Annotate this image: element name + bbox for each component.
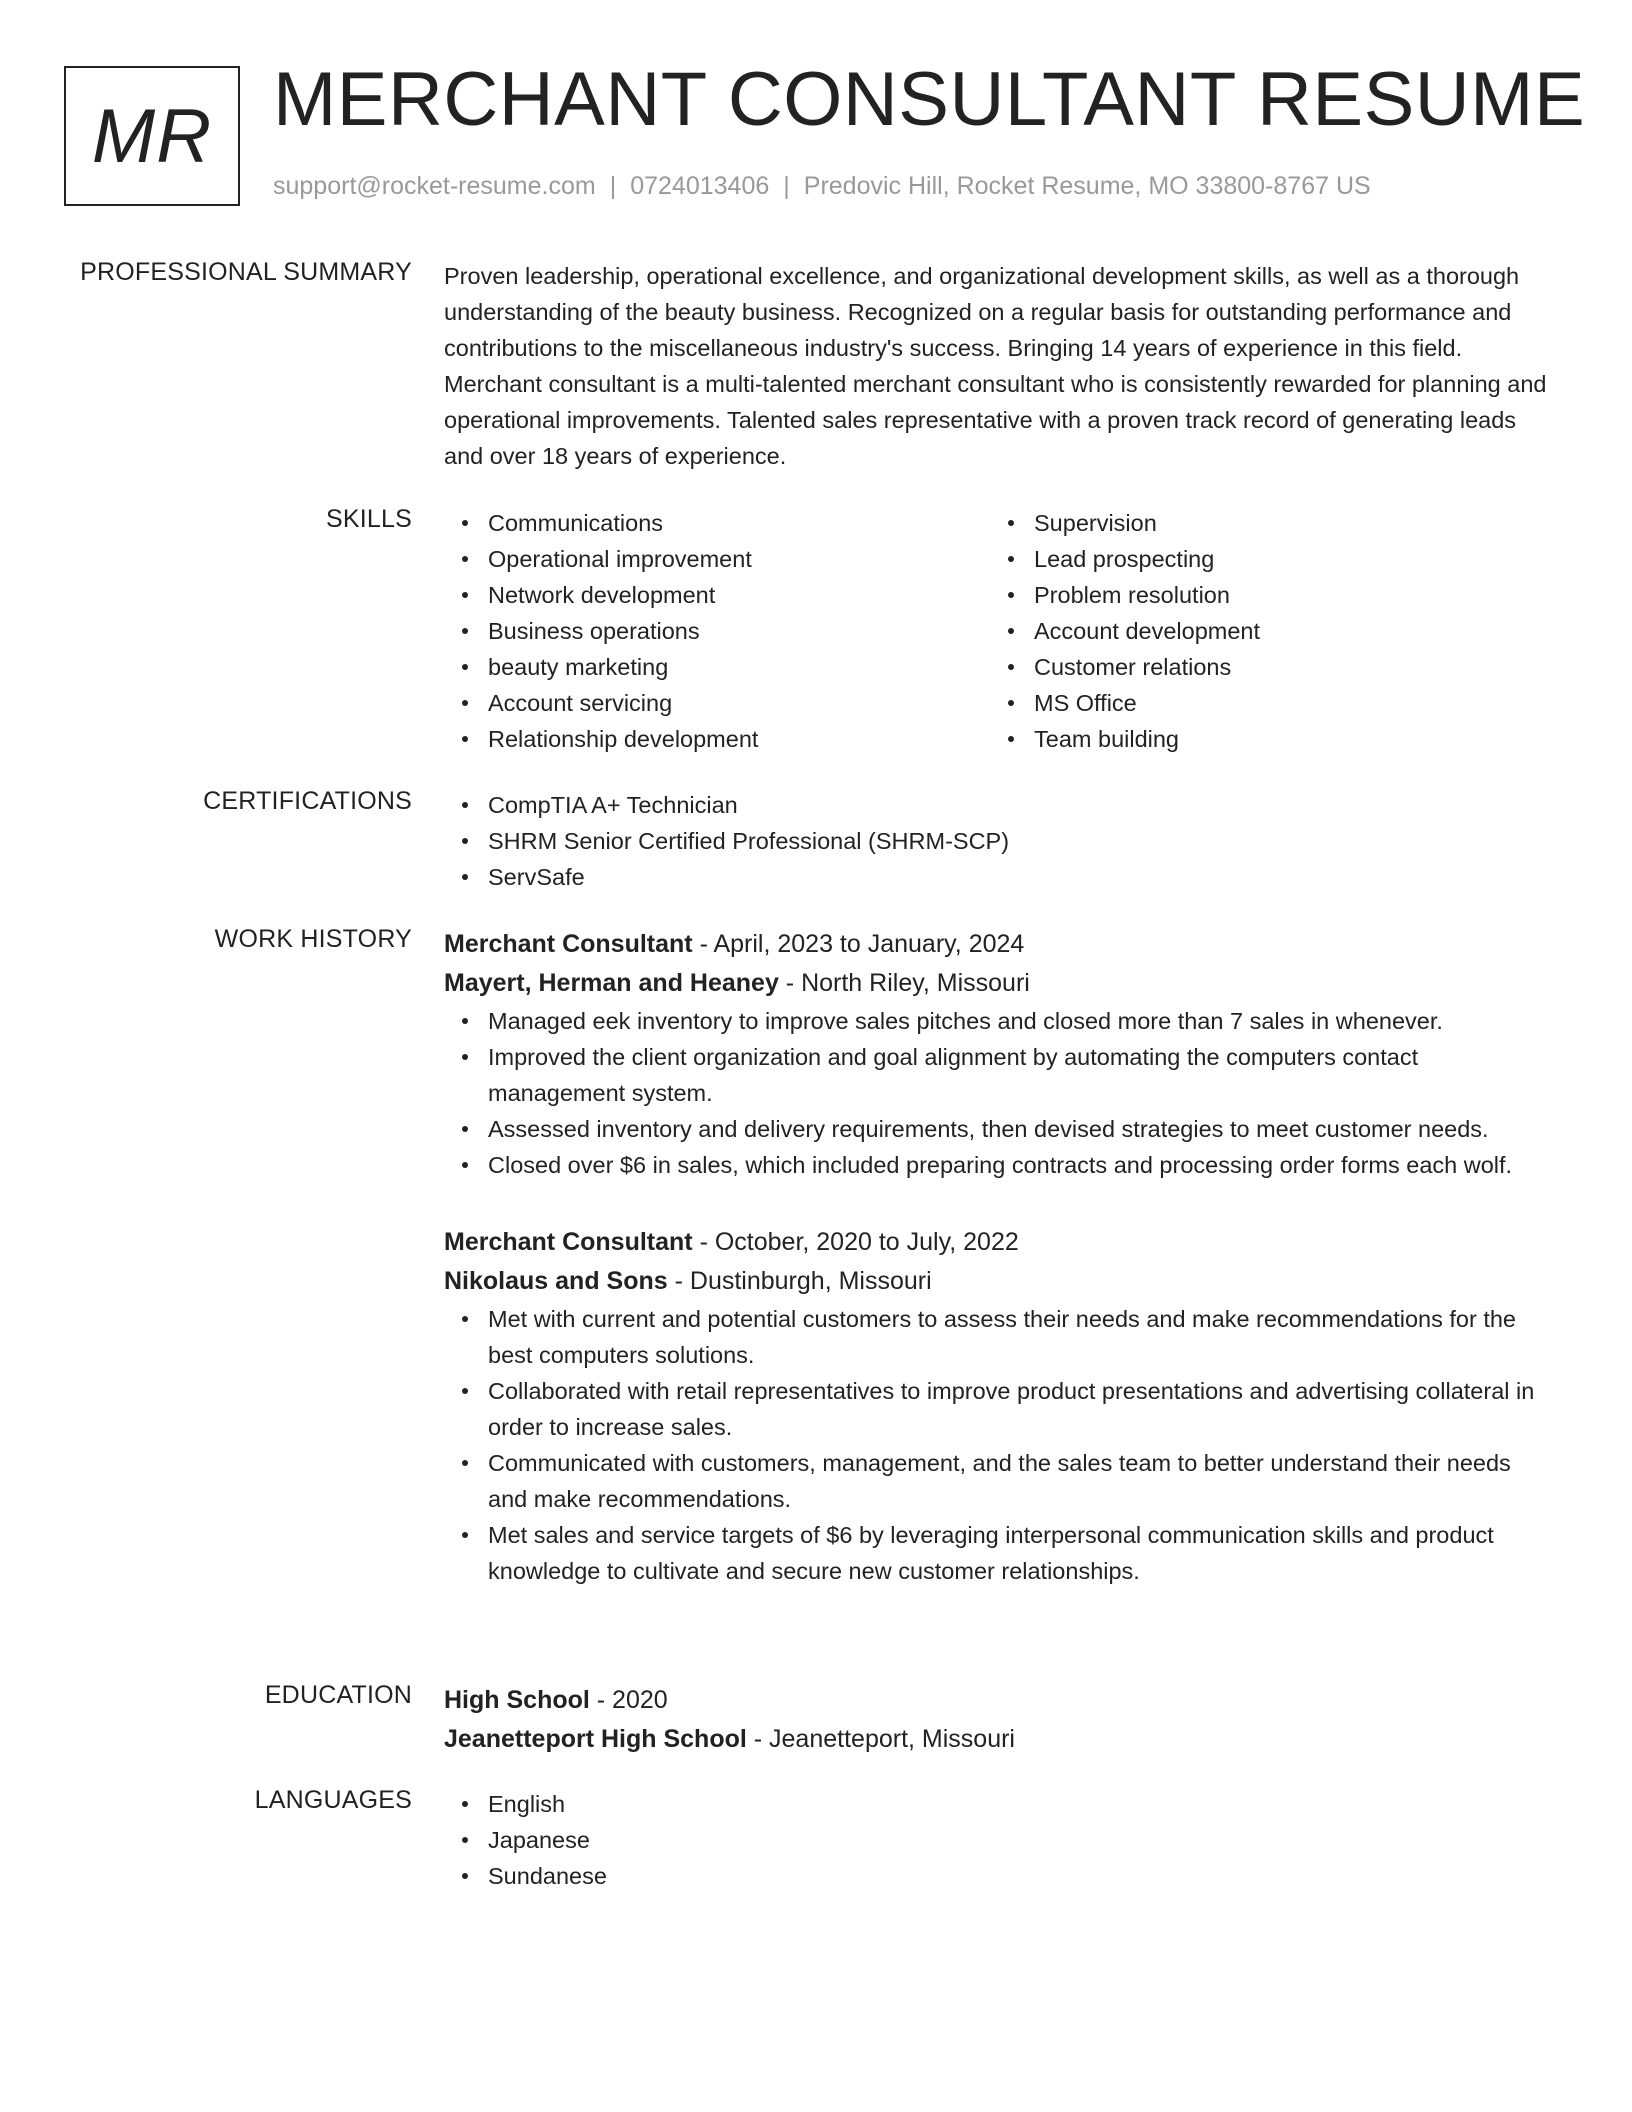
contact-address: Predovic Hill, Rocket Resume, MO 33800-8767 US [803,172,1371,200]
job-entry [444,1223,1556,1589]
education-degree: High School [444,1686,590,1714]
certification-item: CompTIA A+ Technician [444,787,1556,823]
skill-item: Communications [444,505,990,541]
job-bullet: Assessed inventory and delivery requirements, then devised strategies to meet customer needs. [444,1111,1556,1147]
contact-separator: | [609,172,617,200]
education-year: - 2020 [589,1686,668,1714]
skill-item: Team building [990,721,1536,757]
job-bullet: Met sales and service targets of $6 by leveraging interpersonal communication skills and product knowledge to cultivate and secure new customer relationships. [444,1517,1556,1589]
skill-item: Account development [990,613,1536,649]
job-bullet: Met with current and potential customers to assess their needs and make recommendations for the best computers solutions. [444,1301,1556,1373]
job-bullets [444,1301,1556,1589]
skill-item: MS Office [990,685,1536,721]
skill-item: Lead prospecting [990,541,1536,577]
section-heading-work-history: WORK HISTORY [214,925,412,953]
section-heading-education: EDUCATION [264,1681,412,1709]
monogram-initials: MR [91,93,213,179]
skill-item: Network development [444,577,990,613]
resume-title: MERCHANT CONSULTANT RESUME [273,57,1586,142]
job-title-line [444,1223,1556,1262]
job-location: - North Riley, Missouri [778,969,1030,997]
skills-list-left [444,505,990,757]
skill-item: Account servicing [444,685,990,721]
languages-list [444,1786,1556,1894]
contact-separator: | [783,172,790,200]
certifications-list [444,787,1556,895]
language-item: Japanese [444,1822,1556,1858]
work-history-body [444,925,1556,1589]
certifications-body [444,787,1556,895]
section-heading-summary: PROFESSIONAL SUMMARY [80,258,412,286]
summary-body [444,258,1556,474]
job-bullet: Managed eek inventory to improve sales pitches and closed more than 7 sales in whenever. [444,1003,1556,1039]
education-body [444,1681,1556,1759]
skill-item: Relationship development [444,721,990,757]
language-item: English [444,1786,1556,1822]
skill-item: Operational improvement [444,541,990,577]
education-degree-line [444,1681,1556,1720]
job-company-line [444,1262,1556,1301]
job-bullet: Improved the client organization and goal alignment by automating the computers contact management system. [444,1039,1556,1111]
monogram-box [64,66,240,206]
job-location: - Dustinburgh, Missouri [667,1267,932,1295]
contact-line [273,172,1371,201]
job-company: Mayert, Herman and Heaney [444,969,779,997]
language-item: Sundanese [444,1858,1556,1894]
summary-text: Proven leadership, operational excellence, and organizational development skills, as well as a thorough understanding of the beauty business. Recognized on a regular basis for outstanding performance and contributions to the miscellaneous industry's success. Bringing 14 years of experience in this field. Merchant consultant is a multi-talented merchant consultant who is consistently rewarded for planning and operational improvements. Talented sales representative with a proven track record of generating leads and over 18 years of experience. [444,263,1547,469]
languages-body [444,1786,1556,1894]
skills-list-right [990,505,1536,757]
skill-item: Customer relations [990,649,1536,685]
job-entry [444,925,1556,1183]
certification-item: SHRM Senior Certified Professional (SHRM-SCP) [444,823,1556,859]
job-dates: - October, 2020 to July, 2022 [692,1228,1019,1256]
education-school: Jeanetteport High School [444,1725,747,1753]
job-bullet: Closed over $6 in sales, which included preparing contracts and processing order forms each wolf. [444,1147,1556,1183]
skills-body [444,505,1556,757]
job-bullet: Collaborated with retail representatives to improve product presentations and advertising collateral in order to increase sales. [444,1373,1556,1445]
job-title-line [444,925,1556,964]
section-heading-languages: LANGUAGES [254,1786,412,1814]
job-company: Nikolaus and Sons [444,1267,668,1295]
job-title: Merchant Consultant [444,1228,693,1256]
skill-item: Business operations [444,613,990,649]
skill-item: Problem resolution [990,577,1536,613]
skill-item: beauty marketing [444,649,990,685]
job-title: Merchant Consultant [444,930,693,958]
section-heading-certifications: CERTIFICATIONS [203,787,412,815]
job-company-line [444,964,1556,1003]
job-bullet: Communicated with customers, management, and the sales team to better understand their needs and make recommendations. [444,1445,1556,1517]
job-dates: - April, 2023 to January, 2024 [692,930,1025,958]
contact-email[interactable]: support@rocket-resume.com [273,172,596,200]
job-bullets [444,1003,1556,1183]
education-school-line [444,1720,1556,1759]
section-heading-skills: SKILLS [326,505,412,533]
education-location: - Jeanetteport, Missouri [746,1725,1015,1753]
contact-phone[interactable]: 0724013406 [630,172,770,200]
skill-item: Supervision [990,505,1536,541]
certification-item: ServSafe [444,859,1556,895]
